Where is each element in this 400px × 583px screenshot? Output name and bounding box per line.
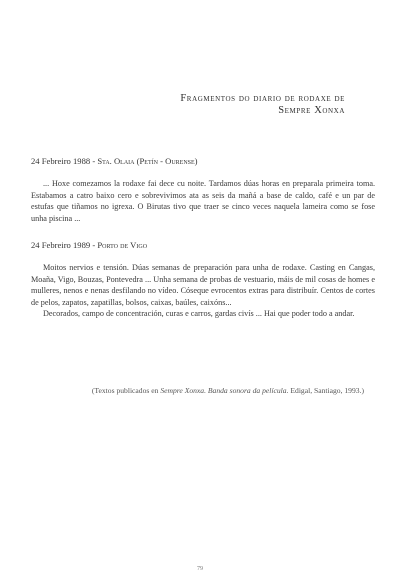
entry-1-body xyxy=(31,178,375,224)
entry-1-heading: 24 Febreiro 1988 - Sta. Olaia (Petín - Ourense) xyxy=(31,156,198,166)
citation-prefix: (Textos publicados en xyxy=(91,386,161,395)
title-line-2: Sempre Xonxa xyxy=(278,105,345,116)
title-line-1: Fragmentos do diario de rodaxe de xyxy=(180,93,345,104)
source-citation xyxy=(92,386,364,395)
page-number: 79 xyxy=(197,566,203,572)
entry-1-paragraph-1: ... Hoxe comezamos la rodaxe fai dece cu noite. Tardamos dúas horas en preparala primeira toma. Estabamos a catro baixo cero e sobrevivimos ata as seis da mañá a base de caldo, café e un par de estufas que tiñamos no igrexa. O Birutas tivo que traer se cinco veces naquela lameira como se fose unha piscina ... xyxy=(31,179,375,223)
entry-2-body xyxy=(31,262,375,320)
entry-2-place: Porto de Vigo xyxy=(97,240,148,250)
entry-2-paragraph-1: Moitos nervios e tensión. Dúas semanas de preparación para unha de rodaxe. Casting en Cangas, Moaña, Vigo, Bouzas, Pontevedra ... Unha semana de probas de vestuario, máis de mil cosas de homes e mulleres, nenos e nenas desfilando no vídeo. Cóseque evrocentos extras para distribuír. Centos de cortes de pelos, zapatos, zapatillas, bolsos, caixas, baúles, caixóns... xyxy=(31,263,375,307)
entry-2-date: 24 Febreiro 1989 xyxy=(31,240,91,250)
citation-work: Sempre Xonxa. Banda sonora da película. xyxy=(160,386,289,395)
entry-1-place: Sta. Olaia (Petín - Ourense) xyxy=(97,156,198,166)
article-title xyxy=(180,93,345,117)
entry-2-heading: 24 Febreiro 1989 - Porto de Vigo xyxy=(31,240,148,250)
citation-suffix: Edigal, Santiago, 1993.) xyxy=(288,386,364,395)
entry-2-paragraph-2: Decorados, campo de concentración, curas e carros, gardas civís ... Hai que poder todo a andar. xyxy=(43,309,355,319)
entry-1-date: 24 Febreiro 1988 xyxy=(31,156,91,166)
